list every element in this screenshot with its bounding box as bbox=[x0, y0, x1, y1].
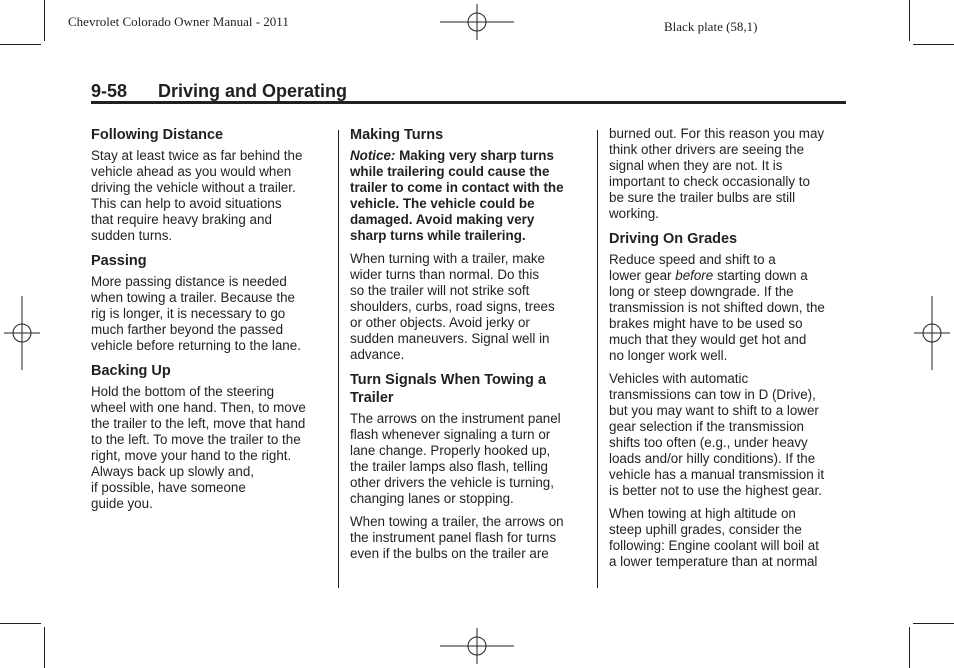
header-rule bbox=[91, 101, 846, 104]
notice-text: Making very sharp turns while trailering could cause the trailer to come in contact with the vehicle. The vehicle could be damaged. Avoid making very sharp turns while trailering. bbox=[350, 148, 564, 243]
column-divider bbox=[338, 130, 339, 588]
making-turns-notice bbox=[350, 148, 590, 244]
turn-signals-text-1: The arrows on the instrument panel flash whenever signaling a turn or lane change. Properly hooked up, the trailer lamps also flash, telling other drivers the vehicle is turning, changing lanes or stopping. bbox=[350, 411, 561, 506]
section-heading-driving-on-grades: Driving On Grades bbox=[609, 231, 738, 247]
column-1 bbox=[91, 126, 331, 519]
registration-mark-icon bbox=[914, 296, 950, 370]
running-header-left: Chevrolet Colorado Owner Manual - 2011 bbox=[68, 14, 289, 29]
section-heading-turn-signals: Turn Signals When Towing a Trailer bbox=[350, 372, 547, 406]
passing-text: More passing distance is needed when towing a trailer. Because the rig is longer, it is necessary to go much farther beyond the passed vehicle before returning to the lane. bbox=[91, 274, 301, 353]
page-number: 9-58 bbox=[91, 81, 128, 101]
crop-mark bbox=[913, 44, 954, 45]
section-heading-passing: Passing bbox=[91, 253, 147, 269]
column-divider bbox=[597, 130, 598, 588]
column-2 bbox=[350, 126, 590, 569]
running-header-right: Black plate (58,1) bbox=[664, 19, 758, 34]
crop-mark bbox=[44, 0, 45, 41]
grades-text-emphasis: before bbox=[675, 268, 714, 283]
registration-mark-icon bbox=[440, 4, 514, 40]
following-distance-text: Stay at least twice as far behind the vehicle ahead as you would when driving the vehicle without a trailer. This can help to avoid situations that require heavy braking and sudden turns. bbox=[91, 148, 303, 243]
crop-mark bbox=[913, 623, 954, 624]
driving-on-grades-text-1 bbox=[609, 252, 849, 364]
column-3 bbox=[609, 126, 849, 577]
driving-on-grades-text-3: When towing at high altitude on steep uphill grades, consider the following: Engine coolant will boil at a lower temperature than at normal bbox=[609, 506, 819, 569]
registration-mark-icon bbox=[4, 296, 40, 370]
page-header bbox=[91, 80, 846, 102]
notice-label: Notice: bbox=[350, 148, 396, 163]
grades-text-1a: Reduce speed and shift to a lower gear bbox=[609, 252, 776, 283]
section-heading-making-turns: Making Turns bbox=[350, 127, 444, 143]
crop-mark bbox=[909, 627, 910, 668]
grades-text-1b: starting down a long or steep downgrade. If the transmission is not shifted down, the brakes might have to be used so much that they would get hot and no longer work well. bbox=[609, 268, 825, 363]
crop-mark bbox=[44, 627, 45, 668]
crop-mark bbox=[0, 623, 41, 624]
turn-signals-text-2: When towing a trailer, the arrows on the instrument panel flash for turns even if the bulbs on the trailer are bbox=[350, 514, 564, 561]
section-heading-following-distance: Following Distance bbox=[91, 127, 224, 143]
driving-on-grades-text-2: Vehicles with automatic transmissions can tow in D (Drive), but you may want to shift to a lower gear selection if the transmission shifts too often (e.g., under heavy loads and/or hilly conditions). If the vehicle has a manual transmission it is better not to use the highest gear. bbox=[609, 371, 825, 498]
crop-mark bbox=[0, 44, 41, 45]
registration-mark-icon bbox=[440, 628, 514, 664]
crop-mark bbox=[909, 0, 910, 41]
backing-up-text: Hold the bottom of the steering wheel with one hand. Then, to move the trailer to the left, move that hand to the left. To move the trailer to the right, move your hand to the right. Always back up slowly and, if possible, have someone guide you. bbox=[91, 384, 306, 511]
page-title: Driving and Operating bbox=[158, 81, 348, 101]
making-turns-text: When turning with a trailer, make wider turns than normal. Do this so the trailer will not strike soft shoulders, curbs, road signs, trees or other objects. Avoid jerky or sudden maneuvers. Signal well in advance. bbox=[350, 251, 555, 362]
section-heading-backing-up: Backing Up bbox=[91, 363, 171, 379]
turn-signals-text-3: burned out. For this reason you may think other drivers are seeing the signal when they are not. It is important to check occasionally to be sure the trailer bulbs are still working. bbox=[609, 126, 825, 221]
